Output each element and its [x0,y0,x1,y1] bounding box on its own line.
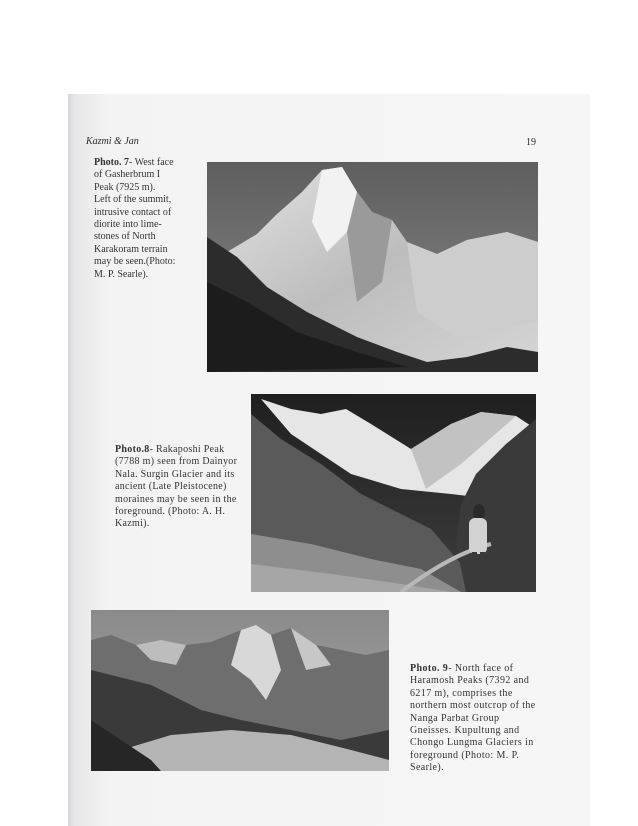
caption-label: Photo. 9 [410,663,449,674]
caption-photo-7 [94,157,176,281]
caption-photo-9 [410,663,538,775]
caption-text: - North face of Haramosh Peaks (7392 and 6217 m), comprises the northern most outcrop of the Nanga Parbat Group Gneisses. Kupultung and Chongo Lungma Glaciers in foreground (Photo: M. P. Searle). [410,663,536,774]
photo-rakaposhi [251,394,536,592]
caption-label: Photo.8 [115,444,150,455]
caption-photo-8 [115,444,241,531]
running-header-authors: Kazmi & Jan [86,136,139,147]
caption-text: - Rakaposhi Peak (7788 m) seen from Dainyor Nala. Surgin Glacier and its ancient (Late Pleistocene) moraines may be seen in the foreground. (Photo: A. H. Kazmi). [115,444,238,530]
photo-haramosh [91,610,389,771]
photo-gasherbrum [207,162,538,372]
caption-label: Photo. 7 [94,157,129,168]
page-number: 19 [526,137,536,148]
caption-text: - West face of Gasherbrum I Peak (7925 m). Left of the summit, intrusive contact of diorite into lime- stones of North Karakoram terrain may be seen.(Photo: M. P. Searle). [94,157,176,280]
